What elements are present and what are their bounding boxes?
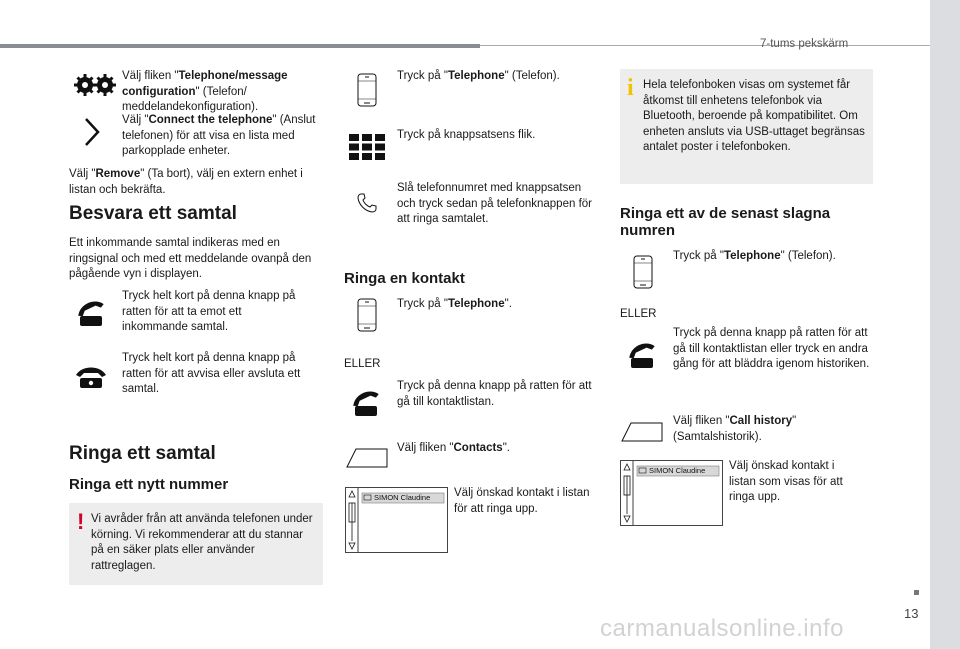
answer-accept-text: Tryck helt kort på denna knapp på ratten för att ta emot ett inkommande samtal. <box>122 290 296 333</box>
heading-recent-numbers: Ringa ett av de senast slagna numren <box>620 205 831 239</box>
smartphone-icon <box>357 73 377 107</box>
warning-box <box>69 503 323 585</box>
step-connect-telephone: Välj "Connect the telephone" (Anslut telefonen) för att visa en lista med parkopplade enheter. <box>122 114 316 157</box>
header-rule-thin <box>480 45 932 46</box>
step-wheel-history: Tryck på denna knapp på ratten för att gå till kontaktlistan eller tryck en andra gång för att bläddra igenom historiken. <box>673 327 870 370</box>
answer-reject-text: Tryck helt kort på denna knapp på ratten för att avvisa eller avsluta ett samtal. <box>122 352 301 395</box>
step-choose-contact-2: Välj önskad kontakt i listan som visas för att ringa upp. <box>729 460 843 503</box>
step-contacts-tab: Välj fliken "Contacts". <box>397 442 510 454</box>
step-call-history-tab: Välj fliken "Call history" (Samtalshistorik). <box>673 415 797 443</box>
heading-new-number: Ringa ett nytt nummer <box>69 476 229 493</box>
page-marker-square <box>914 590 919 595</box>
step-select-config-tab: Välj fliken "Telephone/message configuration" (Telefon/ meddelandekonfiguration). <box>122 70 288 113</box>
heading-make-call: Ringa ett samtal <box>69 443 216 464</box>
smartphone-icon <box>357 298 377 332</box>
step-press-telephone-3: Tryck på "Telephone" (Telefon). <box>673 250 836 262</box>
contacts-tab-icon <box>346 448 388 468</box>
step-press-telephone-2: Tryck på "Telephone". <box>397 298 512 310</box>
contact-name-label: SIMON Claudine <box>649 466 706 475</box>
heading-call-contact: Ringa en kontakt <box>344 270 465 287</box>
step-keypad-tab: Tryck på knappsatsens flik. <box>397 129 536 141</box>
warning-exclamation-icon: ! <box>77 509 85 534</box>
phone-pickup-icon <box>348 388 384 418</box>
smartphone-icon <box>633 255 653 289</box>
contact-list-thumbnail <box>620 460 723 526</box>
chapter-title: 7-tums pekskärm <box>760 38 849 50</box>
phone-pickup-icon <box>624 340 660 370</box>
phone-hangup-icon <box>73 364 109 390</box>
answer-intro: Ett inkommande samtal indikeras med en ringsignal och med ett meddelande ovanpå den pågående vyn i displayen. <box>69 237 312 280</box>
or-label: ELLER <box>344 358 381 370</box>
watermark: carmanualsonline.info <box>600 615 844 642</box>
chevron-right-icon <box>84 117 100 147</box>
contact-list-thumbnail <box>345 487 448 553</box>
page-side-band <box>930 0 960 649</box>
info-i-icon: i <box>627 75 634 101</box>
gears-icon <box>74 72 116 98</box>
call-history-tab-icon <box>621 422 663 442</box>
step-press-telephone: Tryck på "Telephone" (Telefon). <box>397 70 560 82</box>
page-number: 13 <box>904 606 919 621</box>
step-wheel-contacts: Tryck på denna knapp på ratten för att gå till kontaktlistan. <box>397 380 592 408</box>
warning-text: Vi avråder från att använda telefonen under körning. Vi rekommenderar att du stannar på en säker plats eller använder rattreglagen. <box>91 513 313 572</box>
header-rule-thick <box>0 44 480 48</box>
handset-outline-icon <box>356 192 378 214</box>
keypad-icon <box>349 134 385 160</box>
heading-answer-call: Besvara ett samtal <box>69 203 237 224</box>
or-label: ELLER <box>620 308 657 320</box>
info-box <box>620 69 873 184</box>
step-choose-contact: Välj önskad kontakt i listan för att ringa upp. <box>454 487 590 515</box>
contact-name-label: SIMON Claudine <box>374 493 431 502</box>
info-text: Hela telefonboken visas om systemet får åtkomst till enhetens telefonbok via Bluetooth, beroende på kompatibilitet. Om enheten ansluts via USB-uttaget begränsas antalet poster i telefonboken. <box>643 79 865 153</box>
step-remove-device: Välj "Remove" (Ta bort), välj en extern enhet i listan och bekräfta. <box>69 168 303 196</box>
phone-pickup-icon <box>73 298 109 328</box>
step-dial-number: Slå telefonnumret med knappsatsen och tryck sedan på telefonknappen för att ringa samtalet. <box>397 182 592 225</box>
